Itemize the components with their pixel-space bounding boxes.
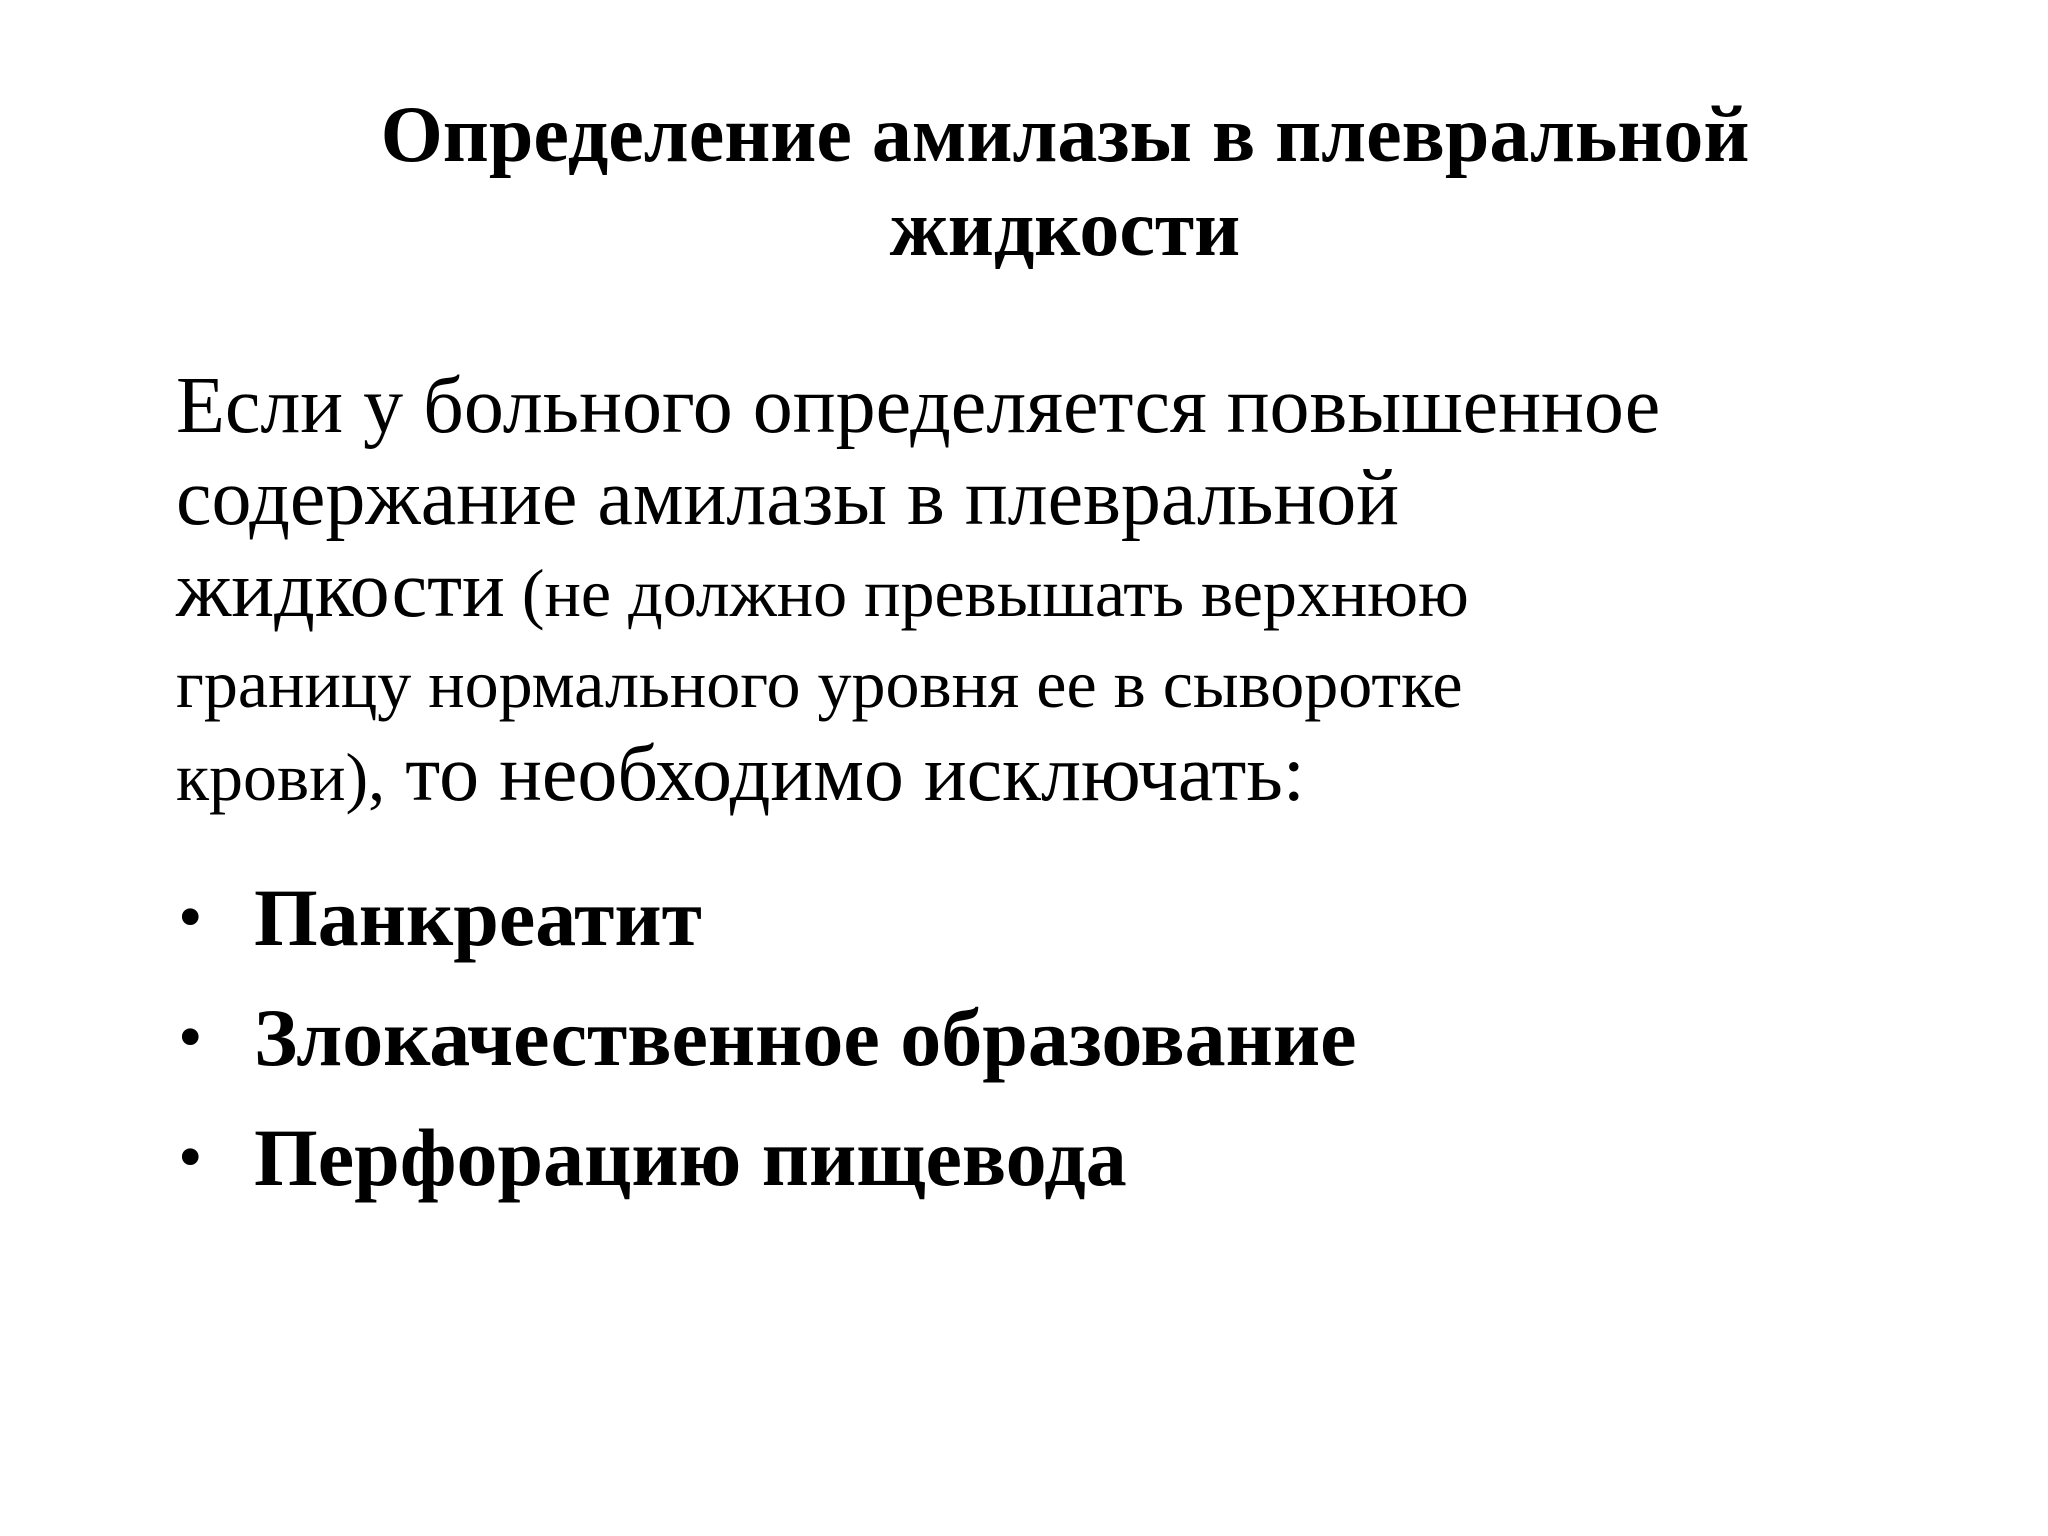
slide-body xyxy=(176,360,1976,822)
paragraph-line-5 xyxy=(176,729,1976,822)
slide-title: Определение амилазы в плевральной жидкости xyxy=(380,91,1750,273)
paragraph-line-3-main: жидкости xyxy=(176,546,505,634)
paragraph-line-3 xyxy=(176,544,1976,639)
bullet-icon: • xyxy=(178,1119,203,1196)
exclusion-list xyxy=(176,858,1357,1218)
list-item-text: Перфорацию пищевода xyxy=(254,1112,1127,1203)
paragraph-line-3-note: (не должно превышать верхнюю xyxy=(504,555,1469,631)
list-item xyxy=(176,1098,1357,1218)
list-item xyxy=(176,978,1357,1098)
paragraph-line-5-note: крови), xyxy=(176,739,386,815)
paragraph-line-5-main: то необходимо исключать: xyxy=(385,730,1306,818)
paragraph-line-1: Если у больного определяется повышенное xyxy=(176,362,1661,450)
list-item xyxy=(176,858,1357,978)
paragraph-line-4: границу нормального уровня ее в сыворотке xyxy=(176,646,1463,722)
bullet-icon: • xyxy=(178,999,203,1076)
intro-paragraph xyxy=(176,360,1976,822)
paragraph-line-2: содержание амилазы в плевральной xyxy=(176,454,1400,542)
list-item-text: Злокачественное образование xyxy=(254,992,1357,1083)
list-item-text: Панкреатит xyxy=(254,872,702,963)
bullet-icon: • xyxy=(178,879,203,956)
